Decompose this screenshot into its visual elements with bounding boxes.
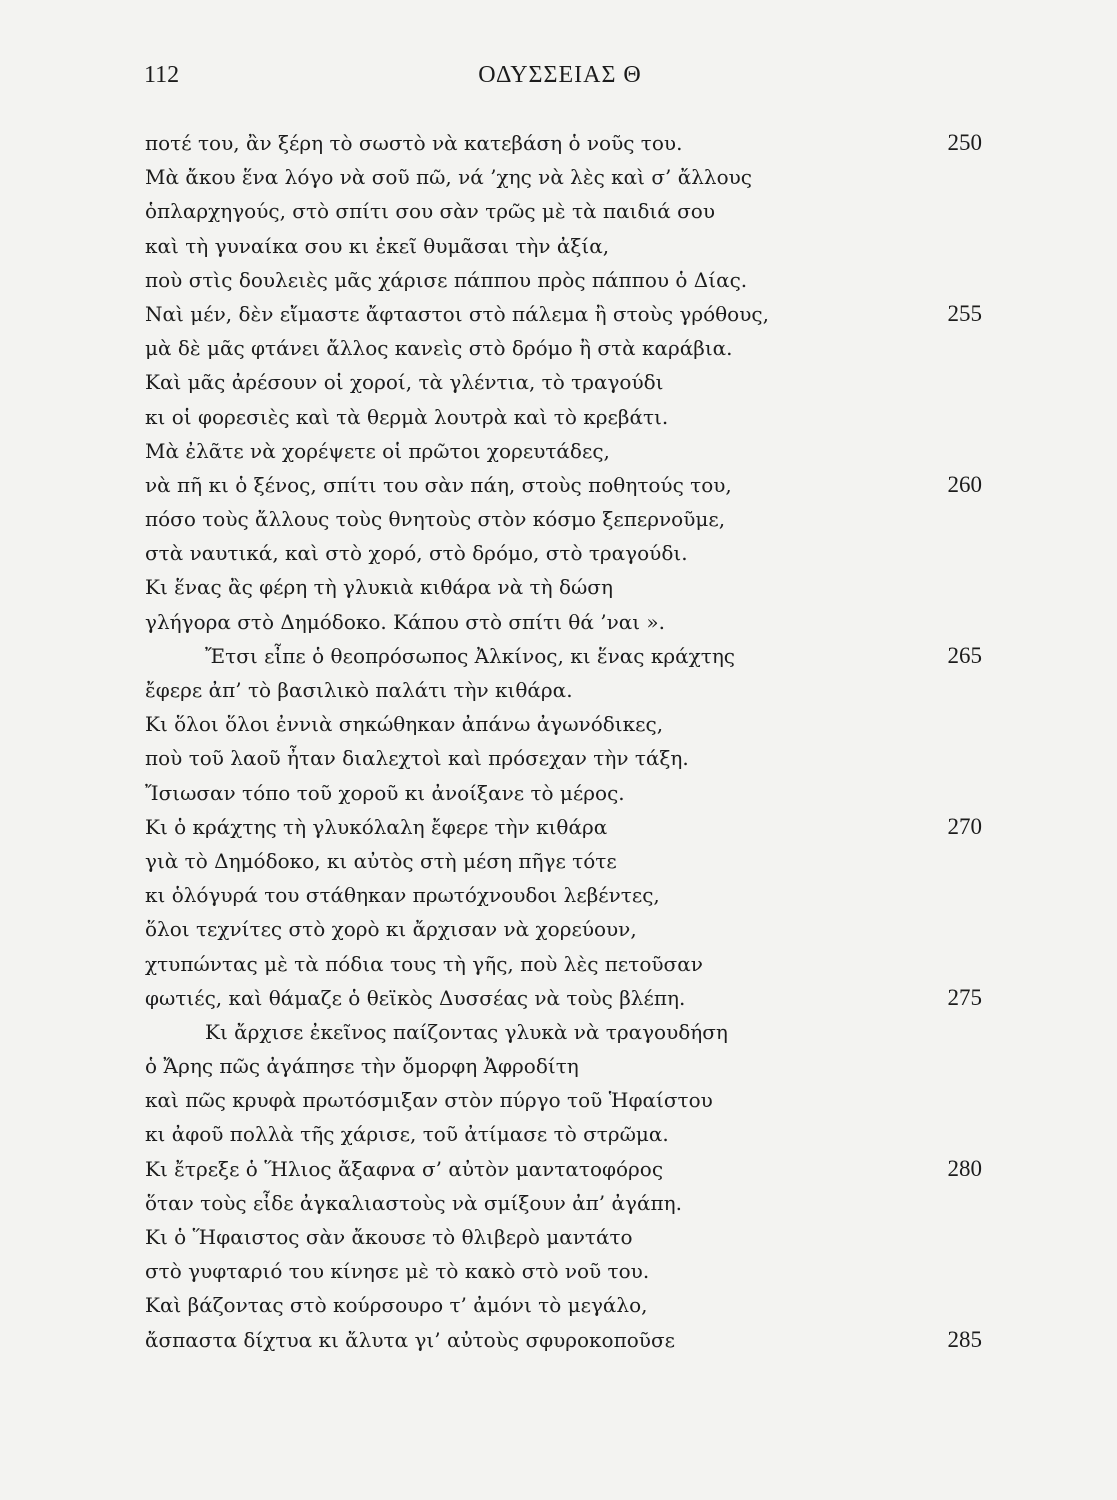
verse-line: [0, 229, 1117, 263]
verse-line: [0, 810, 1117, 844]
verse-text: νὰ πῆ κι ὁ ξένος, σπίτι του σὰν πάη, στοὺς ποθητούς του,: [145, 472, 732, 497]
verse-text: Ἴσιωσαν τόπο τοῦ χοροῦ κι ἀνοίξανε τὸ μέρος.: [145, 780, 625, 805]
verse-text: μὰ δὲ μᾶς φτάνει ἄλλος κανεὶς στὸ δρόμο ἢ στὰ καράβια.: [145, 336, 733, 361]
verse-line: [0, 776, 1117, 810]
verse-block: [0, 126, 1117, 1357]
verse-line: [0, 947, 1117, 981]
verse-text: Κι ἕνας ἂς φέρη τὴ γλυκιὰ κιθάρα νὰ τὴ δώση: [145, 575, 613, 600]
verse-text: Μὰ ἐλᾶτε νὰ χορέψετε οἱ πρῶτοι χορευτάδες,: [145, 438, 610, 463]
verse-line: [0, 1083, 1117, 1117]
verse-text: ποὺ τοῦ λαοῦ ἦταν διαλεχτοὶ καὶ πρόσεχαν τὴν τάξη.: [145, 746, 689, 771]
verse-line: [0, 1288, 1117, 1322]
verse-text: Ναὶ μέν, δὲν εἴμαστε ἄφταστοι στὸ πάλεμα ἢ στοὺς γρόθους,: [145, 301, 769, 326]
verse-line: [0, 536, 1117, 570]
verse-line: [0, 263, 1117, 297]
line-number: 285: [947, 1326, 982, 1352]
verse-text: ὁπλαρχηγούς, στὸ σπίτι σου σὰν τρῶς μὲ τὰ παιδιά σου: [145, 199, 715, 224]
verse-text: Κι ὁ Ἥφαιστος σὰν ἄκουσε τὸ θλιβερὸ μαντάτο: [145, 1225, 633, 1249]
verse-text: κι οἱ φορεσιὲς καὶ τὰ θερμὰ λουτρὰ καὶ τὸ κρεβάτι.: [145, 404, 669, 429]
verse-text: κι ἀφοῦ πολλὰ τῆς χάρισε, τοῦ ἀτίμασε τὸ στρῶμα.: [145, 1122, 669, 1147]
verse-text: ὁ Ἄρης πῶς ἀγάπησε τὴν ὄμορφη Ἀφροδίτη: [145, 1054, 579, 1079]
verse-line: [0, 331, 1117, 365]
line-number: 270: [947, 813, 982, 839]
line-number: 250: [947, 130, 982, 155]
verse-text: καὶ τὴ γυναίκα σου κι ἐκεῖ θυμᾶσαι τὴν ἀξία,: [145, 233, 610, 258]
verse-line: [0, 468, 1117, 502]
verse-text: ἔφερε ἀπ’ τὸ βασιλικὸ παλάτι τὴν κιθάρα.: [145, 678, 573, 702]
verse-text: γιὰ τὸ Δημόδοκο, κι αὐτὸς στὴ μέση πῆγε τότε: [145, 848, 617, 873]
verse-line: [0, 639, 1117, 673]
verse-text: ὅταν τοὺς εἶδε ἀγκαλιαστοὺς νὰ σμίξουν ἀπ’ ἀγάπη.: [145, 1190, 682, 1215]
verse-text: ὅλοι τεχνίτες στὸ χορὸ κι ἄρχισαν νὰ χορεύουν,: [145, 917, 637, 942]
verse-line: [0, 160, 1117, 194]
verse-text: Μὰ ἄκου ἕνα λόγο νὰ σοῦ πῶ, νά ’χης νὰ λὲς καὶ σ’ ἄλλους: [145, 165, 752, 190]
verse-line: [0, 707, 1117, 741]
verse-line: [0, 605, 1117, 639]
verse-text: Κι ὅλοι ὅλοι ἐννιὰ σηκώθηκαν ἀπάνω ἀγωνόδικες,: [145, 712, 664, 737]
line-number: 260: [947, 471, 982, 497]
verse-line: [0, 1015, 1117, 1049]
verse-line: [0, 673, 1117, 707]
line-number: 265: [947, 642, 982, 668]
verse-text: Καὶ βάζοντας στὸ κούρσουρο τ’ ἀμόνι τὸ μεγάλο,: [145, 1293, 648, 1318]
verse-line: [0, 1117, 1117, 1151]
verse-line: [0, 1186, 1117, 1220]
verse-line: [0, 741, 1117, 775]
verse-line: [0, 502, 1117, 536]
verse-line: [0, 570, 1117, 604]
verse-line: [0, 1323, 1117, 1357]
verse-line: [0, 1220, 1117, 1254]
verse-text: κι ὁλόγυρά του στάθηκαν πρωτόχνουδοι λεβέντες,: [145, 883, 660, 908]
verse-text: ποτέ του, ἂν ξέρη τὸ σωστὸ νὰ κατεβάση ὁ νοῦς του.: [145, 131, 683, 155]
verse-text: Κι ὁ κράχτης τὴ γλυκόλαλη ἔφερε τὴν κιθάρα: [145, 814, 608, 839]
page-number: 112: [144, 62, 180, 88]
verse-line: [0, 400, 1117, 434]
verse-text: ποὺ στὶς δουλειὲς μᾶς χάρισε πάππου πρὸς πάππου ὁ Δίας.: [145, 267, 748, 292]
verse-text: ἄσπαστα δίχτυα κι ἄλυτα γι’ αὐτοὺς σφυροκοποῦσε: [145, 1327, 675, 1352]
verse-line: [0, 1152, 1117, 1186]
verse-text: πόσο τοὺς ἄλλους τοὺς θνητοὺς στὸν κόσμο ξεπερνοῦμε,: [145, 507, 726, 532]
verse-line: [0, 434, 1117, 468]
line-number: 255: [947, 300, 982, 326]
verse-line: [0, 194, 1117, 228]
verse-text: γλήγορα στὸ Δημόδοκο. Κάπου στὸ σπίτι θά ’ναι ».: [145, 609, 666, 634]
verse-line: [0, 1049, 1117, 1083]
verse-line: [0, 912, 1117, 946]
verse-text: χτυπώντας μὲ τὰ πόδια τους τὴ γῆς, ποὺ λὲς πετοῦσαν: [145, 951, 703, 976]
verse-line: [0, 844, 1117, 878]
verse-text: στὸ γυφταριό του κίνησε μὲ τὸ κακὸ στὸ νοῦ του.: [145, 1259, 650, 1284]
verse-line: [0, 1254, 1117, 1288]
verse-text: καὶ πῶς κρυφὰ πρωτόσμιξαν στὸν πύργο τοῦ Ἡφαίστου: [145, 1088, 713, 1113]
verse-line: [0, 297, 1117, 331]
verse-text: Κι ἄρχισε ἐκεῖνος παίζοντας γλυκὰ νὰ τραγουδήση: [205, 1019, 728, 1044]
verse-text: Ἔτσι εἶπε ὁ θεοπρόσωπος Ἀλκίνος, κι ἕνας κράχτης: [205, 643, 735, 668]
verse-text: Καὶ μᾶς ἀρέσουν οἱ χοροί, τὰ γλέντια, τὸ τραγούδι: [145, 370, 664, 395]
line-number: 280: [947, 1155, 982, 1181]
verse-text: φωτιές, καὶ θάμαζε ὁ θεϊκὸς Δυσσέας νὰ τοὺς βλέπη.: [145, 985, 686, 1010]
verse-line: [0, 878, 1117, 912]
verse-line: [0, 981, 1117, 1015]
verse-line: [0, 365, 1117, 399]
line-number: 275: [947, 984, 982, 1010]
running-title: ΟΔΥΣΣΕΙΑΣ Θ: [478, 62, 642, 88]
page-header: [140, 62, 980, 92]
verse-text: στὰ ναυτικά, καὶ στὸ χορό, στὸ δρόμο, στὸ τραγούδι.: [145, 541, 688, 566]
verse-line: [0, 126, 1117, 160]
verse-text: Κι ἔτρεξε ὁ Ἥλιος ἄξαφνα σ’ αὐτὸν μαντατοφόρος: [145, 1156, 664, 1181]
